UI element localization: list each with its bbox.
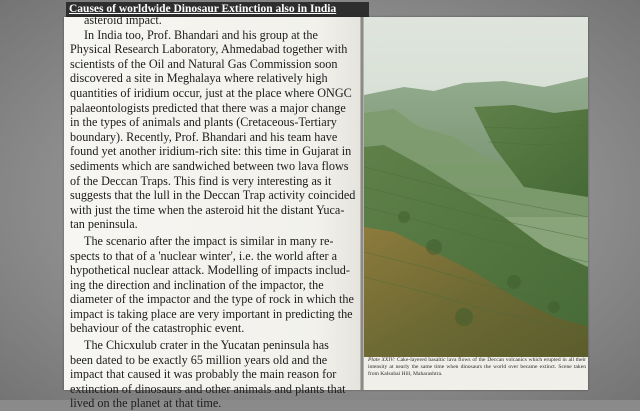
- text-page: [64, 13, 362, 411]
- text-line: The scenario after the impact is similar in many re-: [84, 233, 334, 248]
- text-line: The Chicxulub crater in the Yucatan peninsula has: [84, 338, 329, 353]
- text-line: Physical Research Laboratory, Ahmedabad together with: [70, 42, 348, 57]
- text-line: lived on the planet at that time.: [70, 396, 222, 411]
- text-line: In India too, Prof. Bhandari and his group at the: [84, 27, 318, 42]
- text-line: in the types of animals and plants (Cretaceous-Tertiary: [70, 115, 337, 130]
- scanned-book-spread: [64, 13, 588, 411]
- photo-page: [364, 17, 588, 390]
- text-line: quantities of iridium occur, just at the place where ONGC: [70, 85, 352, 100]
- deccan-traps-photo: [364, 17, 588, 357]
- text-line: impact is taking place are very important in predicting the: [70, 306, 353, 321]
- slide-title: Causes of worldwide Dinosaur Extinction also in India: [66, 2, 369, 17]
- text-line: of the Deccan Traps. This find is very interesting as it: [70, 173, 332, 188]
- body-text: [70, 13, 358, 411]
- text-line: found yet another iridium-rich site: this time in Gujarat in: [70, 144, 352, 159]
- text-line: extinction of dinosaurs and other animals and plants that: [70, 381, 346, 396]
- caption-text: Cake-layered basaltic lava flows of the Deccan volcanics which erupted in all their intensity at nearly the same time when dinosaurs the world over became extinct. Scene taken from Kalsubai Hill, Maharashtra.: [368, 357, 586, 377]
- text-line: hypothetical nuclear attack. Modelling of impacts includ-: [70, 263, 350, 278]
- text-line: discovered a site in Meghalaya where relatively high: [70, 71, 328, 86]
- text-line: behaviour of the catastrophic event.: [70, 321, 245, 336]
- text-line: suggests that the lull in the Deccan Trap activity coincided: [70, 188, 356, 203]
- photo-caption: [368, 357, 586, 378]
- text-line: sediments which are sandwiched between two lava flows: [70, 158, 349, 173]
- text-line: ing the direction and inclination of the impactor, the: [70, 277, 324, 292]
- text-line: scientists of the Oil and Natural Gas Commission soon: [70, 56, 338, 71]
- text-line: tan peninsula.: [70, 217, 138, 232]
- text-line: been dated to be exactly 65 million years old and the: [70, 352, 328, 367]
- text-line: palaeontologists predicted that there was a major change: [70, 100, 346, 115]
- text-line: diameter of the impactor and the type of rock in which the: [70, 292, 354, 307]
- text-line: asteroid impact.: [84, 13, 162, 27]
- caption-plate-label: Plate XXIV:: [368, 357, 396, 363]
- text-line: with just the time when the asteroid hit the distant Yuca-: [70, 202, 345, 217]
- text-line: spects to that of a 'nuclear winter', i.e. the world after a: [70, 248, 337, 263]
- text-line: boundary). Recently, Prof. Bhandari and his team have: [70, 129, 338, 144]
- text-line: impact that caused it was probably the main reason for: [70, 367, 337, 382]
